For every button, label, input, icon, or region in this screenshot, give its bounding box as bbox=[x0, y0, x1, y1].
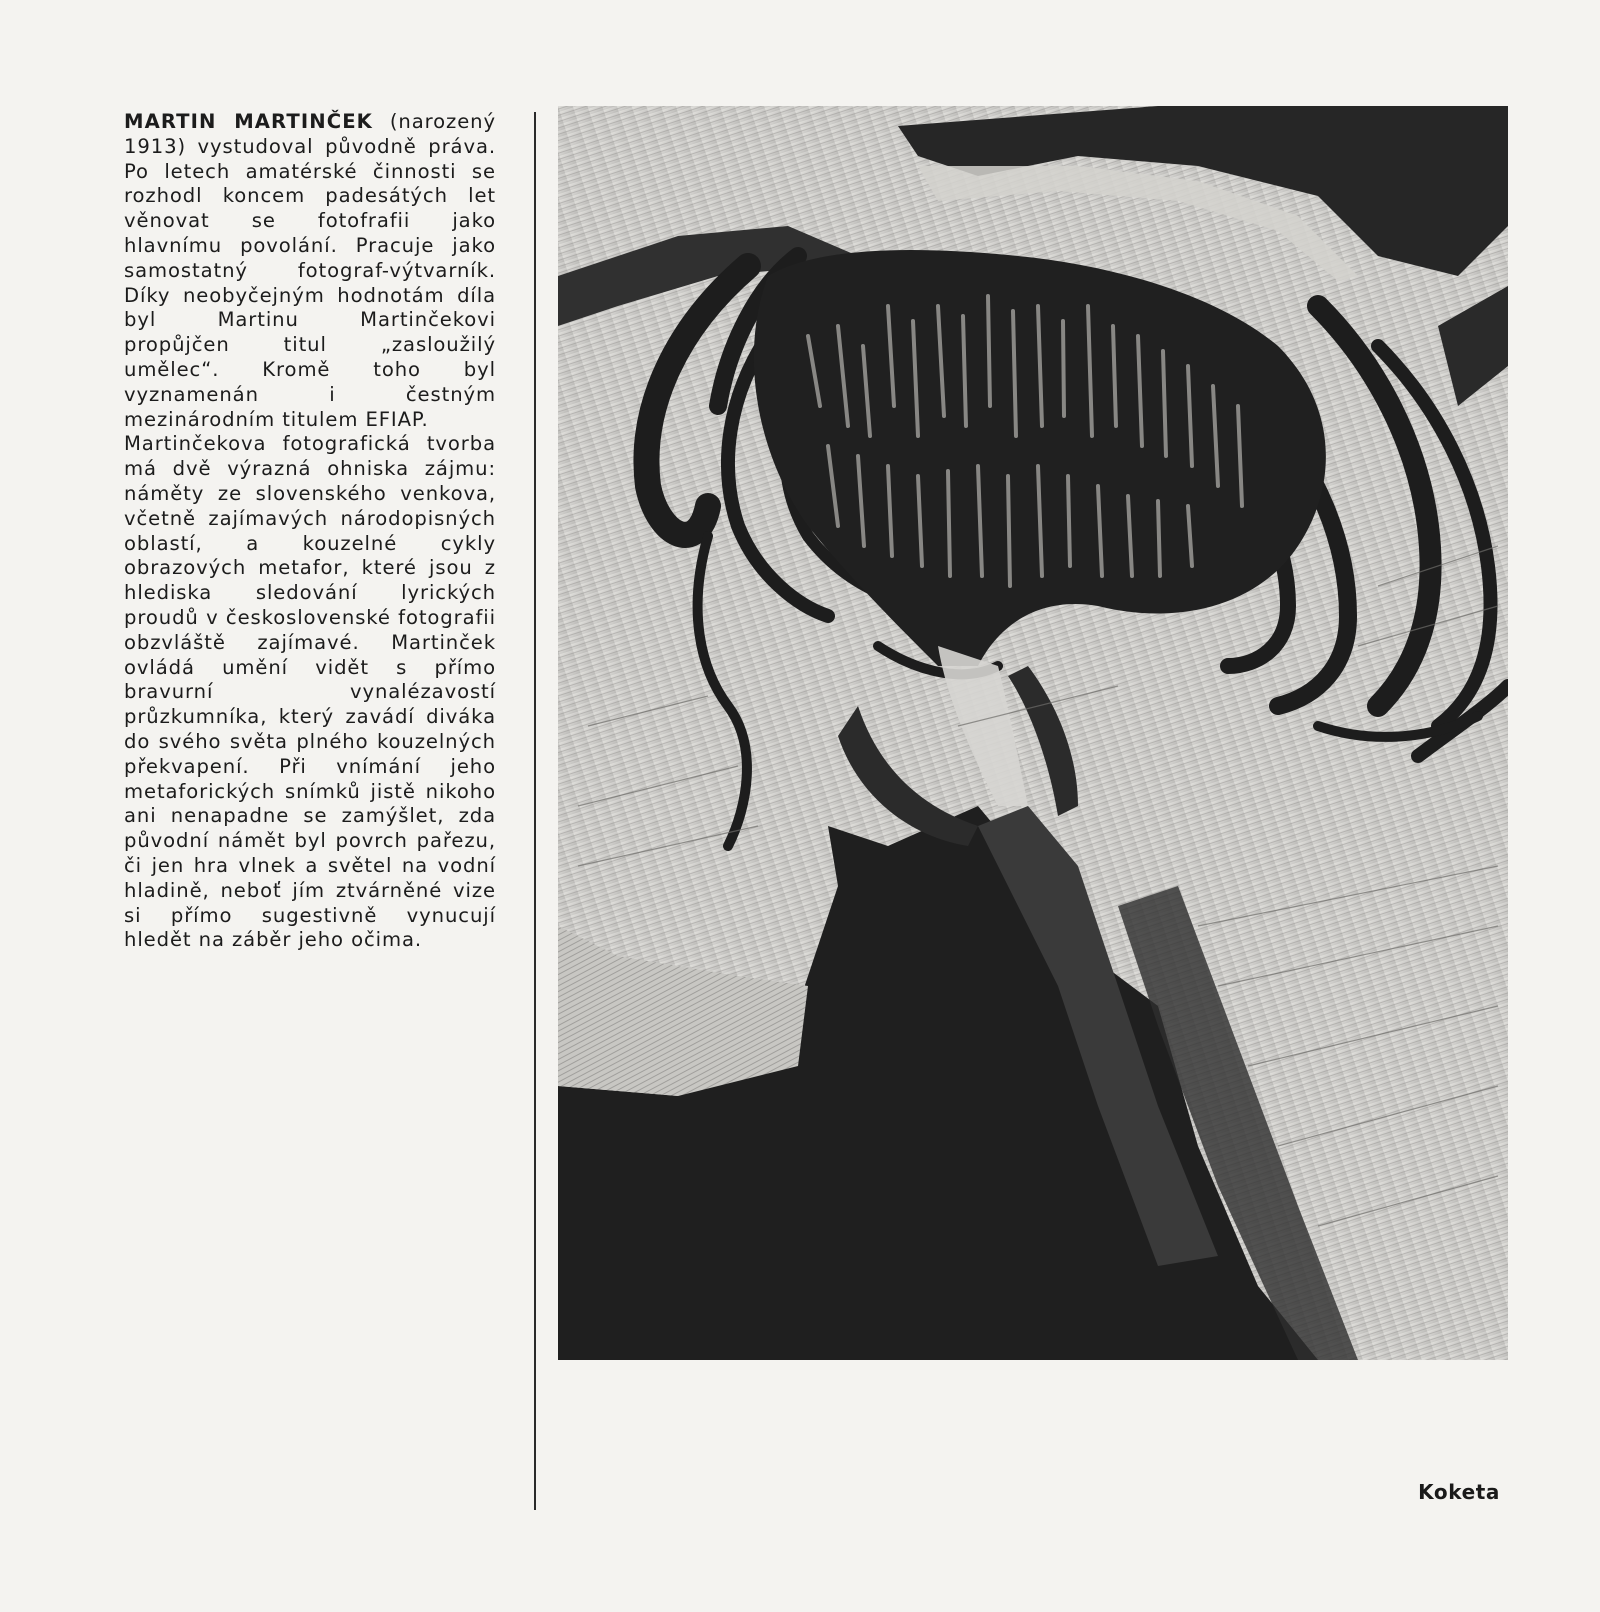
biography-text-column bbox=[124, 110, 496, 953]
photographer-name: MARTIN MARTINČEK bbox=[124, 110, 373, 133]
photo-caption: Koketa bbox=[1418, 1480, 1500, 1504]
biography-paragraph-1 bbox=[124, 110, 496, 432]
biography-intro-text: (narozený 1913) vystudoval původně práva. Po letech amatérské činnosti se rozhodl koncem padesátých let věnovat se fotofrafii jako hlavnímu povolání. Pracuje jako samostatný fotograf-výtvarník. Díky neobyčejným hodnotám díla byl Martinu Martinčekovi propůjčen titul „zasloužilý umělec“. Kromě toho byl vyznamenán i čestným mezinárodním titulem EFIAP. bbox=[124, 110, 496, 431]
photograph-tree-stump bbox=[558, 106, 1508, 1360]
biography-paragraph-2: Martinčekova fotografická tvorba má dvě výrazná ohniska zájmu: náměty ze slovenského venkova, včetně zajímavých národopisných oblastí, a kouzelné cykly obrazových metafor, které jsou z hlediska sledování lyrických proudů v československé fotografii obzvláště zajímavé. Martinček ovládá umění vidět s přímo bravurní vynalézavostí průzkumníka, který zavádí diváka do svého světa plného kouzelných překvapení. Při vnímání jeho metaforických snímků jistě nikoho ani nenapadne se zamýšlet, zda původní námět byl povrch pařezu, či jen hra vlnek a světel na vodní hladině, neboť jím ztvárněné vize si přímo sugestivně vynucují hledět na záběr jeho očima. bbox=[124, 432, 496, 952]
column-divider-line bbox=[534, 112, 536, 1510]
photograph-image bbox=[558, 106, 1508, 1360]
